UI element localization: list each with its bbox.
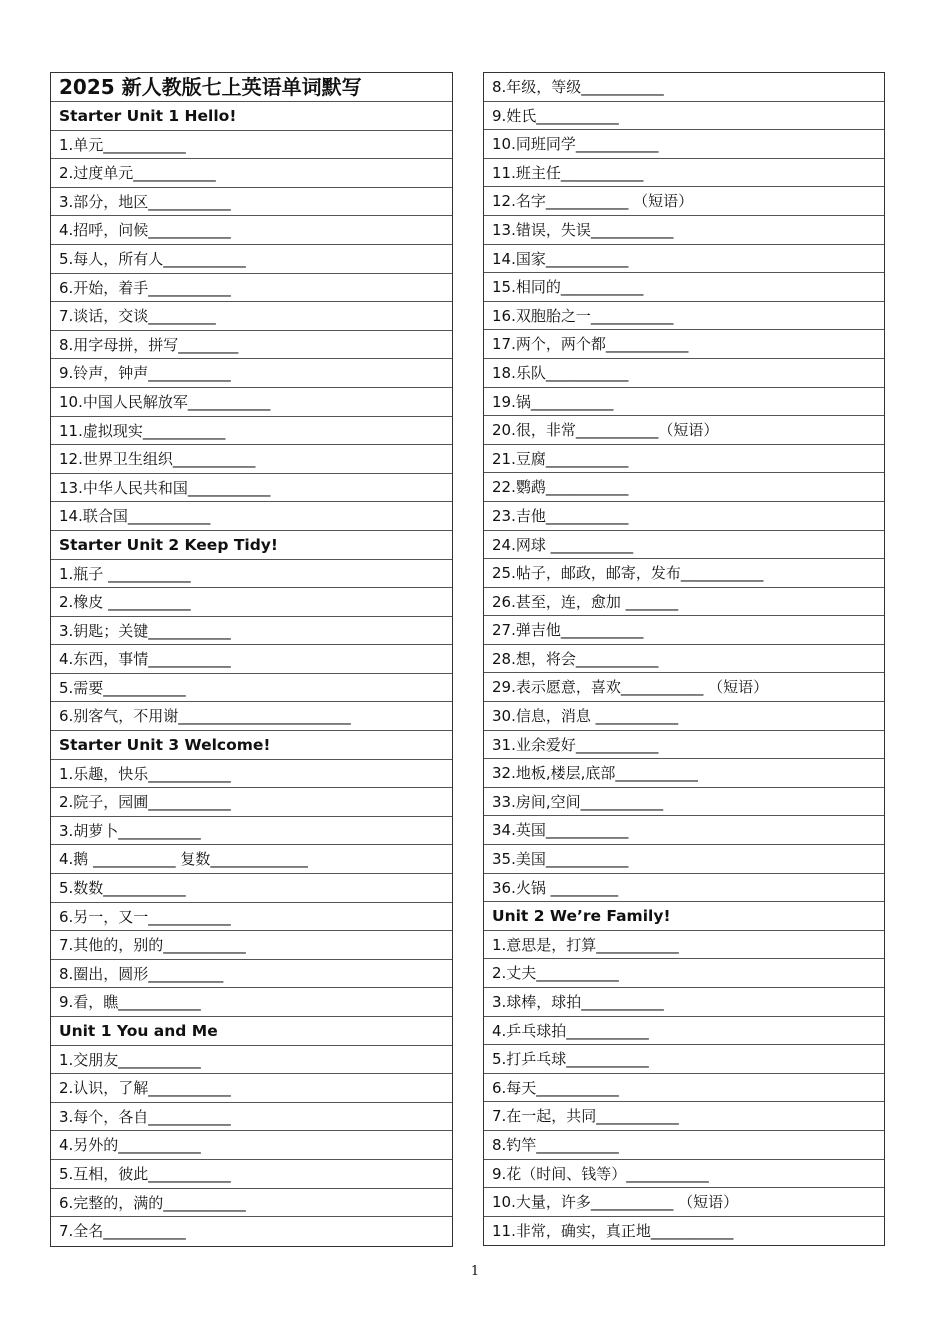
vocab-item: 5.需要___________ xyxy=(51,674,452,703)
vocab-item: 4.招呼，问候___________ xyxy=(51,216,452,245)
vocab-item: 34.英国___________ xyxy=(484,816,884,845)
vocab-item: 23.吉他___________ xyxy=(484,502,884,531)
section-heading: Starter Unit 2 Keep Tidy! xyxy=(51,531,452,560)
vocab-item: 9.花（时间、钱等）___________ xyxy=(484,1160,884,1189)
vocab-item: 3.每个，各自___________ xyxy=(51,1103,452,1132)
vocab-item: 22.鹦鹉___________ xyxy=(484,473,884,502)
right-column xyxy=(483,72,885,1246)
vocab-item: 2.院子，园圃___________ xyxy=(51,788,452,817)
vocab-item: 28.想，将会___________ xyxy=(484,645,884,674)
vocab-item: 14.联合国___________ xyxy=(51,502,452,531)
vocab-item: 8.用字母拼，拼写________ xyxy=(51,331,452,360)
vocab-item: 1.意思是，打算___________ xyxy=(484,931,884,960)
left-column xyxy=(50,72,453,1247)
vocab-item: 15.相同的___________ xyxy=(484,273,884,302)
vocab-item: 1.单元___________ xyxy=(51,131,452,160)
vocab-item: 1.交朋友___________ xyxy=(51,1046,452,1075)
vocab-item: 12.世界卫生组织___________ xyxy=(51,445,452,474)
vocab-item: 4.鹅 ___________ 复数_____________ xyxy=(51,845,452,874)
vocab-item: 21.豆腐___________ xyxy=(484,445,884,474)
section-heading: Starter Unit 1 Hello! xyxy=(51,102,452,131)
vocab-item: 6.别客气，不用谢_______________________ xyxy=(51,702,452,731)
vocab-item: 10.同班同学___________ xyxy=(484,130,884,159)
vocab-item: 36.火锅 _________ xyxy=(484,874,884,903)
vocab-item: 20.很，非常___________（短语） xyxy=(484,416,884,445)
vocab-item: 19.锅___________ xyxy=(484,388,884,417)
vocab-item: 17.两个，两个都___________ xyxy=(484,330,884,359)
vocab-item: 5.数数___________ xyxy=(51,874,452,903)
vocab-item: 18.乐队___________ xyxy=(484,359,884,388)
vocab-item: 4.东西，事情___________ xyxy=(51,645,452,674)
section-heading: Unit 1 You and Me xyxy=(51,1017,452,1046)
vocab-item: 11.非常，确实，真正地___________ xyxy=(492,1221,734,1240)
section-heading: Unit 2 We’re Family! xyxy=(484,902,884,931)
vocab-item: 9.铃声，钟声___________ xyxy=(51,359,452,388)
vocab-item: 1.瓶子 ___________ xyxy=(51,560,452,589)
vocab-item: 16.双胞胎之一___________ xyxy=(484,302,884,331)
vocab-item: 3.钥匙；关键___________ xyxy=(51,617,452,646)
vocab-item: 3.胡萝卜___________ xyxy=(51,817,452,846)
vocab-item: 7.全名___________ xyxy=(59,1222,186,1241)
vocab-item: 3.部分，地区___________ xyxy=(51,188,452,217)
vocab-item: 1.乐趣，快乐___________ xyxy=(51,760,452,789)
vocab-item: 6.开始，着手___________ xyxy=(51,274,452,303)
vocab-item: 29.表示愿意，喜欢___________ （短语） xyxy=(484,673,884,702)
vocab-item: 5.每人，所有人___________ xyxy=(51,245,452,274)
vocab-item: 6.每天___________ xyxy=(484,1074,884,1103)
vocab-item: 2.丈夫___________ xyxy=(484,959,884,988)
vocab-item: 3.球棒，球拍___________ xyxy=(484,988,884,1017)
vocab-item: 33.房间,空间___________ xyxy=(484,788,884,817)
vocab-item: 4.另外的___________ xyxy=(51,1131,452,1160)
vocab-item: 26.甚至，连，愈加 _______ xyxy=(484,588,884,617)
vocab-item: 9.看，瞧___________ xyxy=(51,988,452,1017)
vocab-item: 7.其他的，别的___________ xyxy=(51,931,452,960)
vocab-item: 2.认识，了解___________ xyxy=(51,1074,452,1103)
vocab-item: 9.姓氏___________ xyxy=(484,102,884,131)
vocab-item: 25.帖子，邮政，邮寄，发布___________ xyxy=(484,559,884,588)
page-number: 1 xyxy=(470,1264,480,1279)
vocab-item: 13.错误，失误___________ xyxy=(484,216,884,245)
vocab-item: 6.另一，又一___________ xyxy=(51,903,452,932)
vocab-item: 14.国家___________ xyxy=(484,245,884,274)
vocab-item: 8.年级，等级___________ xyxy=(484,73,884,102)
vocab-item: 8.钓竿___________ xyxy=(484,1131,884,1160)
vocab-item: 32.地板,楼层,底部___________ xyxy=(484,759,884,788)
vocab-item: 6.完整的，满的___________ xyxy=(51,1189,452,1218)
vocab-item: 13.中华人民共和国___________ xyxy=(51,474,452,503)
vocab-item: 4.乒乓球拍___________ xyxy=(484,1017,884,1046)
vocab-item: 35.美国___________ xyxy=(484,845,884,874)
vocab-item: 10.大量，许多___________ （短语） xyxy=(484,1188,884,1217)
vocab-item: 2.过度单元___________ xyxy=(51,159,452,188)
vocab-item: 12.名字___________ （短语） xyxy=(484,187,884,216)
section-heading: Starter Unit 3 Welcome! xyxy=(51,731,452,760)
vocab-item: 27.弹吉他___________ xyxy=(484,616,884,645)
vocab-item: 24.网球 ___________ xyxy=(484,531,884,560)
vocab-item: 31.业余爱好___________ xyxy=(484,731,884,760)
vocab-item: 11.虚拟现实___________ xyxy=(51,417,452,446)
vocab-item: 7.在一起，共同___________ xyxy=(484,1102,884,1131)
vocab-item: 7.谈话，交谈_________ xyxy=(51,302,452,331)
vocab-item: 8.圈出，圆形__________ xyxy=(51,960,452,989)
vocab-item: 10.中国人民解放军___________ xyxy=(51,388,452,417)
vocab-item: 11.班主任___________ xyxy=(484,159,884,188)
vocab-item: 5.打乒乓球___________ xyxy=(484,1045,884,1074)
worksheet-title: 2025 新人教版七上英语单词默写 xyxy=(51,73,452,102)
vocab-item: 30.信息，消息 ___________ xyxy=(484,702,884,731)
vocab-item: 2.橡皮 ___________ xyxy=(51,588,452,617)
vocab-item: 5.互相，彼此___________ xyxy=(51,1160,452,1189)
